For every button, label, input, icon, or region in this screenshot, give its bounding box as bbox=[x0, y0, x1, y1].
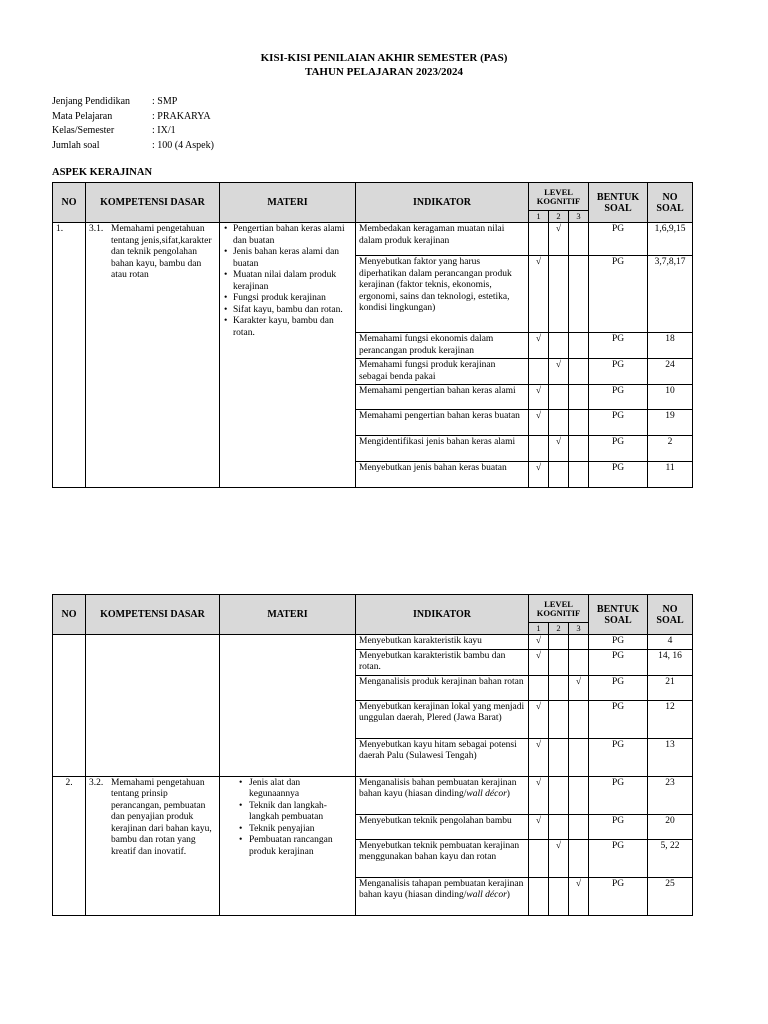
level-cell bbox=[549, 839, 569, 877]
level-cell bbox=[569, 359, 589, 385]
check-mark: √ bbox=[575, 878, 582, 889]
bentuk-soal: PG bbox=[589, 814, 648, 839]
level-cell bbox=[569, 877, 589, 915]
materi-list bbox=[220, 223, 356, 488]
row-no: 2. bbox=[53, 776, 86, 915]
level-cell bbox=[549, 675, 569, 700]
level-cell bbox=[529, 700, 549, 738]
kompetensi-dasar bbox=[86, 776, 220, 915]
col-level-header: LEVEL KOGNITIF bbox=[529, 183, 589, 211]
level-3-header: 3 bbox=[569, 623, 589, 635]
level-cell bbox=[569, 839, 589, 877]
check-mark: √ bbox=[535, 777, 542, 788]
materi-item: • Pengertian bahan keras alami dan buatan bbox=[233, 224, 352, 247]
level-cell bbox=[569, 462, 589, 488]
nomor-soal: 10 bbox=[648, 385, 693, 410]
nomor-soal: 18 bbox=[648, 333, 693, 359]
meta-value: : SMP bbox=[152, 96, 178, 107]
indikator: Menyebutkan karakteristik bambu dan rotan. bbox=[356, 649, 529, 675]
bentuk-soal: PG bbox=[589, 877, 648, 915]
bentuk-soal: PG bbox=[589, 839, 648, 877]
indikator: Menyebutkan karakteristik kayu bbox=[356, 635, 529, 650]
level-cell bbox=[549, 359, 569, 385]
level-2-header: 2 bbox=[549, 623, 569, 635]
kisi-table-2 bbox=[52, 594, 693, 916]
bentuk-soal: PG bbox=[589, 776, 648, 814]
check-mark: √ bbox=[535, 463, 542, 473]
level-cell bbox=[529, 649, 549, 675]
bentuk-soal: PG bbox=[589, 649, 648, 675]
indikator-text: Menganalisis tahapan pembuatan kerajinan bahan kayu (hiasan dinding/ bbox=[359, 878, 524, 900]
bentuk-soal: PG bbox=[589, 462, 648, 488]
col-materi-header: MATERI bbox=[220, 183, 356, 223]
check-mark: √ bbox=[575, 676, 582, 687]
check-mark: √ bbox=[555, 224, 562, 234]
bentuk-soal: PG bbox=[589, 675, 648, 700]
doc-title-line2: TAHUN PELAJARAN 2023/2024 bbox=[304, 66, 464, 78]
indikator-italic: wall décor bbox=[466, 890, 507, 900]
col-indikator-header: INDIKATOR bbox=[356, 595, 529, 635]
level-cell bbox=[529, 385, 549, 410]
level-cell bbox=[569, 436, 589, 462]
level-cell bbox=[529, 359, 549, 385]
level-2-header: 2 bbox=[549, 211, 569, 223]
nomor-soal: 20 bbox=[648, 814, 693, 839]
kd-text: Memahami pengetahuan tentang jenis,sifat,karakter dan teknik pengolahan bahan kayu, bambu dan atau rotan bbox=[111, 224, 212, 280]
level-cell bbox=[549, 877, 569, 915]
indikator bbox=[356, 839, 529, 877]
check-mark: √ bbox=[555, 360, 562, 370]
col-bentuk-header: BENTUK SOAL bbox=[589, 183, 648, 223]
check-mark: √ bbox=[555, 840, 562, 851]
level-cell bbox=[529, 462, 549, 488]
level-cell bbox=[529, 410, 549, 436]
level-cell bbox=[549, 635, 569, 650]
level-cell bbox=[529, 256, 549, 333]
nomor-soal: 4 bbox=[648, 635, 693, 650]
bentuk-soal: PG bbox=[589, 359, 648, 385]
bentuk-soal: PG bbox=[589, 738, 648, 776]
nomor-soal: 24 bbox=[648, 359, 693, 385]
kompetensi-dasar bbox=[86, 635, 220, 777]
indikator: Memahami fungsi produk kerajinan sebagai benda pakai bbox=[356, 359, 529, 385]
bentuk-soal: PG bbox=[589, 410, 648, 436]
indikator: Menyebutkan faktor yang harus diperhatikan dalam perancangan produk kerajinan (faktor teknis, ekonomis, ergonomi, sains dan teknologi, estetika, kondisi lingkungan) bbox=[356, 256, 529, 333]
nomor-soal: 12 bbox=[648, 700, 693, 738]
level-1-header: 1 bbox=[529, 623, 549, 635]
meta-label: Jumlah soal bbox=[52, 139, 100, 151]
level-cell bbox=[549, 256, 569, 333]
bentuk-soal: PG bbox=[589, 385, 648, 410]
col-no-header: NO bbox=[53, 595, 86, 635]
level-cell bbox=[529, 877, 549, 915]
level-cell bbox=[569, 776, 589, 814]
bentuk-soal: PG bbox=[589, 256, 648, 333]
indikator: Menganalisis produk kerajinan bahan rotan bbox=[356, 675, 529, 700]
nomor-soal: 23 bbox=[648, 776, 693, 814]
indikator-text: Menyebutkan teknik pembuatan kerajinan menggunakan bahan kayu dan rotan bbox=[359, 840, 520, 862]
indikator-text: Menyebutkan teknik pengolahan bambu bbox=[359, 815, 512, 826]
materi-item: • Fungsi produk kerajinan bbox=[233, 293, 352, 305]
bentuk-soal: PG bbox=[589, 223, 648, 256]
row-no: 1. bbox=[53, 223, 86, 488]
table-row bbox=[53, 635, 693, 650]
check-mark: √ bbox=[535, 739, 542, 750]
col-kd-header: KOMPETENSI DASAR bbox=[86, 595, 220, 635]
kisi-table-1 bbox=[52, 182, 693, 488]
nomor-soal: 11 bbox=[648, 462, 693, 488]
materi-item: • Sifat kayu, bambu dan rotan. bbox=[233, 305, 352, 317]
level-cell bbox=[529, 839, 549, 877]
level-cell bbox=[549, 223, 569, 256]
level-cell bbox=[569, 675, 589, 700]
check-mark: √ bbox=[535, 411, 542, 421]
indikator: Mengidentifikasi jenis bahan keras alami bbox=[356, 436, 529, 462]
col-nosoal-header: NO SOAL bbox=[648, 595, 693, 635]
level-cell bbox=[549, 776, 569, 814]
indikator-text: ) bbox=[506, 789, 510, 799]
doc-title-line1: KISI-KISI PENILAIAN AKHIR SEMESTER (PAS) bbox=[260, 52, 508, 64]
level-1-header: 1 bbox=[529, 211, 549, 223]
kompetensi-dasar bbox=[86, 223, 220, 488]
check-mark: √ bbox=[535, 650, 542, 661]
level-cell bbox=[529, 223, 549, 256]
level-cell bbox=[549, 649, 569, 675]
indikator: Menyebutkan kayu hitam sebagai potensi daerah Palu (Sulawesi Tengah) bbox=[356, 738, 529, 776]
meta-value: : 100 (4 Aspek) bbox=[152, 139, 214, 151]
level-cell bbox=[529, 675, 549, 700]
kd-number: 3.1. bbox=[89, 224, 104, 234]
meta-label: Kelas/Semester bbox=[52, 125, 115, 136]
level-cell bbox=[569, 410, 589, 436]
level-3-header: 3 bbox=[569, 211, 589, 223]
level-cell bbox=[549, 333, 569, 359]
meta-value: : PRAKARYA bbox=[152, 110, 211, 122]
level-cell bbox=[569, 649, 589, 675]
col-kd-header: KOMPETENSI DASAR bbox=[86, 183, 220, 223]
nomor-soal: 19 bbox=[648, 410, 693, 436]
nomor-soal: 1,6,9,15 bbox=[648, 223, 693, 256]
indikator: Menyebutkan jenis bahan keras buatan bbox=[356, 462, 529, 488]
meta-block bbox=[52, 95, 214, 153]
materi-item: • Karakter kayu, bambu dan rotan. bbox=[233, 316, 352, 339]
indikator: Memahami pengertian bahan keras buatan bbox=[356, 410, 529, 436]
indikator: Memahami fungsi ekonomis dalam perancangan produk kerajinan bbox=[356, 333, 529, 359]
nomor-soal: 21 bbox=[648, 675, 693, 700]
check-mark: √ bbox=[555, 437, 562, 447]
nomor-soal: 3,7,8,17 bbox=[648, 256, 693, 333]
level-cell bbox=[569, 814, 589, 839]
level-cell bbox=[549, 700, 569, 738]
level-cell bbox=[529, 814, 549, 839]
materi-item: • Pembuatan rancangan produk kerajinan bbox=[249, 835, 352, 858]
table-row bbox=[53, 223, 693, 256]
indikator bbox=[356, 814, 529, 839]
materi-item: • Jenis alat dan kegunaannya bbox=[249, 778, 352, 801]
level-cell bbox=[549, 814, 569, 839]
check-mark: √ bbox=[535, 334, 542, 344]
indikator bbox=[356, 877, 529, 915]
col-bentuk-header: BENTUK SOAL bbox=[589, 595, 648, 635]
nomor-soal: 2 bbox=[648, 436, 693, 462]
level-cell bbox=[529, 635, 549, 650]
bentuk-soal: PG bbox=[589, 436, 648, 462]
bentuk-soal: PG bbox=[589, 700, 648, 738]
nomor-soal: 5, 22 bbox=[648, 839, 693, 877]
indikator-text: ) bbox=[506, 890, 510, 900]
indikator-text: Menganalisis bahan pembuatan kerajinan bahan kayu (hiasan dinding/ bbox=[359, 777, 517, 799]
materi-list bbox=[220, 635, 356, 777]
check-mark: √ bbox=[535, 701, 542, 712]
row-no bbox=[53, 635, 86, 777]
level-cell bbox=[569, 738, 589, 776]
col-level-header: LEVEL KOGNITIF bbox=[529, 595, 589, 623]
nomor-soal: 13 bbox=[648, 738, 693, 776]
col-nosoal-header: NO SOAL bbox=[648, 183, 693, 223]
indikator bbox=[356, 776, 529, 814]
kd-number: 3.2. bbox=[89, 777, 104, 788]
meta-label: Jenjang Pendidikan bbox=[52, 96, 131, 107]
level-cell bbox=[569, 223, 589, 256]
level-cell bbox=[549, 436, 569, 462]
level-cell bbox=[549, 738, 569, 776]
kd-text: Memahami pengetahuan tentang prinsip perancangan, pembuatan dan penyajian produk kerajinan dari bahan kayu, bambu dan rotan yang kreatif dan inovatif. bbox=[111, 777, 212, 857]
check-mark: √ bbox=[535, 386, 542, 396]
col-no-header: NO bbox=[53, 183, 86, 223]
meta-value: : IX/1 bbox=[152, 125, 176, 136]
section-title: ASPEK KERAJINAN bbox=[52, 167, 153, 178]
check-mark: √ bbox=[535, 257, 542, 267]
level-cell bbox=[549, 462, 569, 488]
level-cell bbox=[549, 410, 569, 436]
materi-item: • Muatan nilai dalam produk kerajinan bbox=[233, 270, 352, 293]
level-cell bbox=[569, 333, 589, 359]
indikator-italic: wall décor bbox=[466, 789, 507, 799]
indikator: Membedakan keragaman muatan nilai dalam produk kerajinan bbox=[356, 223, 529, 256]
level-cell bbox=[529, 436, 549, 462]
level-cell bbox=[569, 700, 589, 738]
col-indikator-header: INDIKATOR bbox=[356, 183, 529, 223]
level-cell bbox=[529, 738, 549, 776]
materi-item: • Teknik penyajian bbox=[249, 824, 352, 836]
bentuk-soal: PG bbox=[589, 333, 648, 359]
indikator: Menyebutkan kerajinan lokal yang menjadi unggulan daerah, Plered (Jawa Barat) bbox=[356, 700, 529, 738]
nomor-soal: 25 bbox=[648, 877, 693, 915]
meta-label: Mata Pelajaran bbox=[52, 110, 113, 122]
materi-item: • Jenis bahan keras alami dan buatan bbox=[233, 247, 352, 270]
materi-item: • Teknik dan langkah-langkah pembuatan bbox=[249, 801, 352, 824]
nomor-soal: 14, 16 bbox=[648, 649, 693, 675]
indikator: Memahami pengertian bahan keras alami bbox=[356, 385, 529, 410]
level-cell bbox=[569, 385, 589, 410]
check-mark: √ bbox=[535, 815, 542, 826]
bentuk-soal: PG bbox=[589, 635, 648, 650]
check-mark: √ bbox=[535, 636, 542, 646]
level-cell bbox=[549, 385, 569, 410]
col-materi-header: MATERI bbox=[220, 595, 356, 635]
level-cell bbox=[569, 635, 589, 650]
materi-list bbox=[220, 776, 356, 915]
level-cell bbox=[529, 776, 549, 814]
level-cell bbox=[529, 333, 549, 359]
table-row bbox=[53, 776, 693, 814]
level-cell bbox=[569, 256, 589, 333]
